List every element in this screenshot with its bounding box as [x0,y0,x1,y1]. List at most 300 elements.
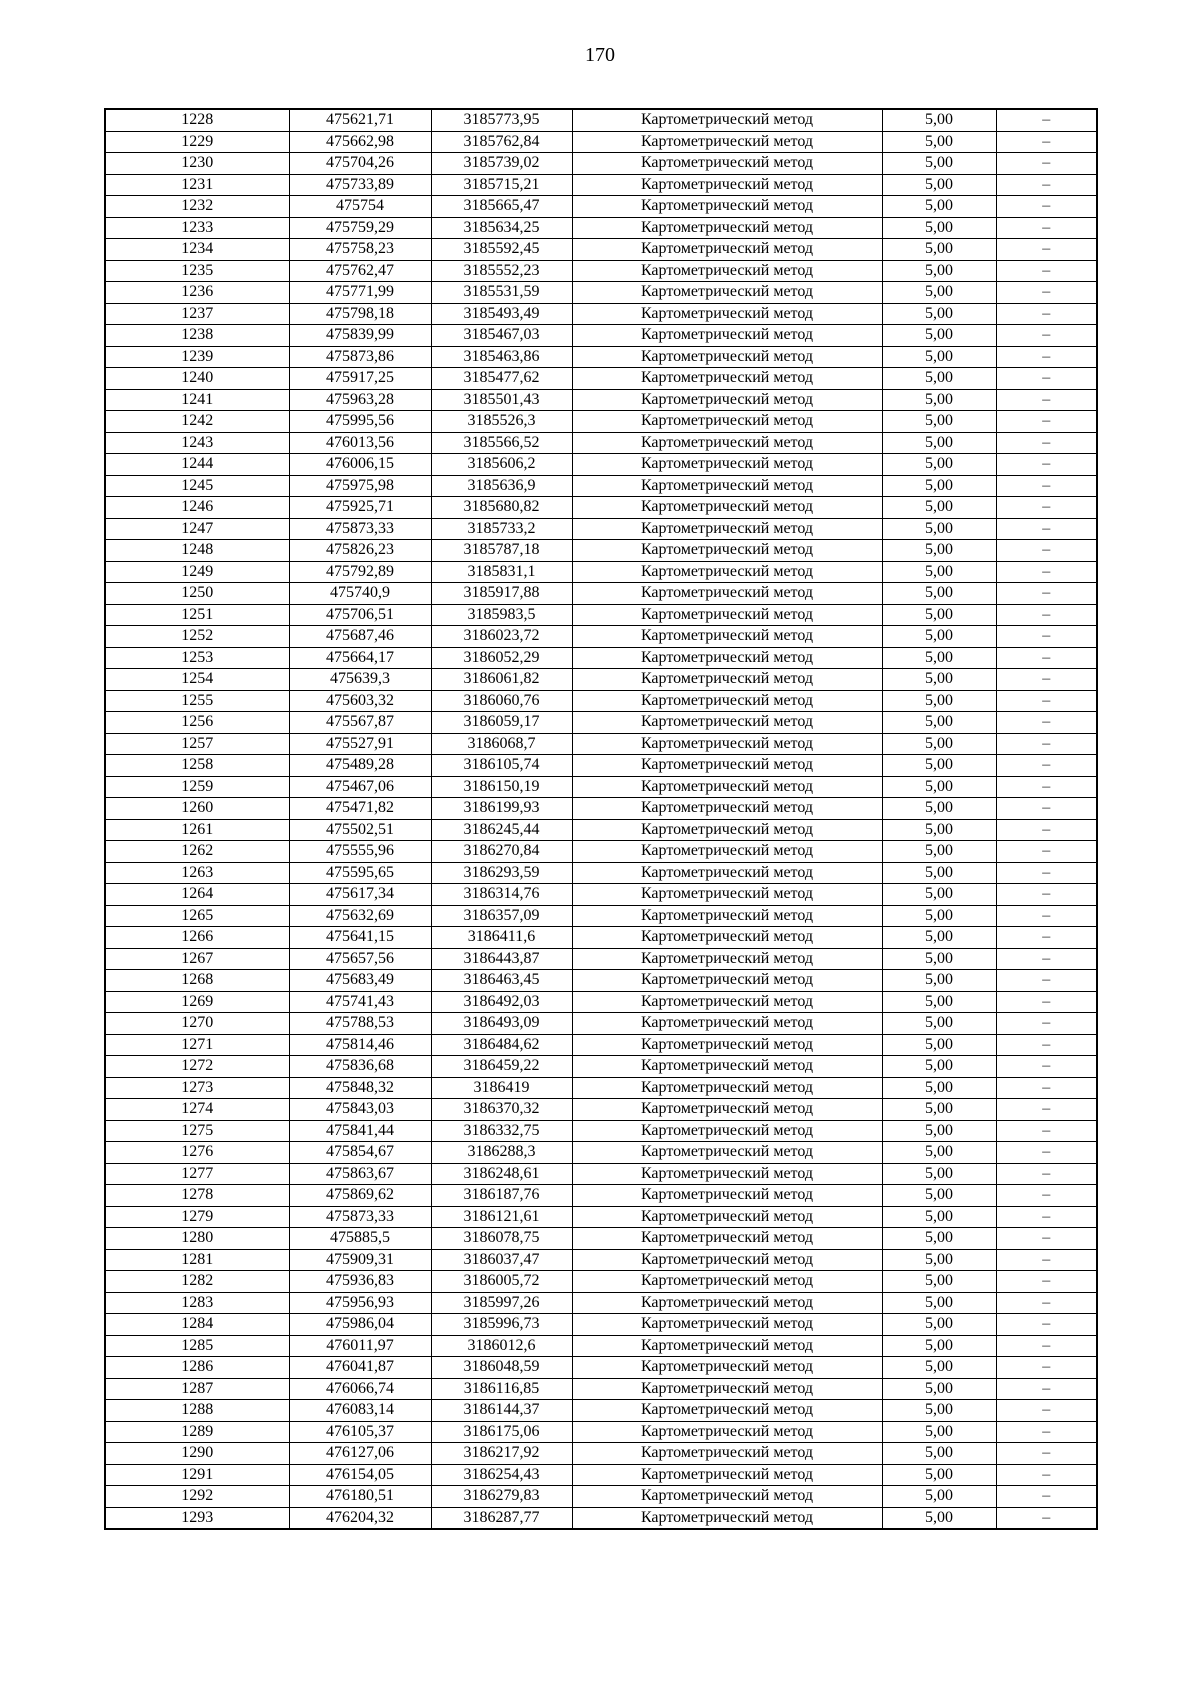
y-coordinate-cell: 3186254,43 [431,1464,572,1486]
method-cell: Картометрический метод [572,690,882,712]
point-number-cell: 1256 [105,712,289,734]
method-cell: Картометрический метод [572,862,882,884]
description-cell: – [996,1421,1097,1443]
point-number-cell: 1279 [105,1206,289,1228]
point-number-cell: 1238 [105,325,289,347]
x-coordinate-cell: 475733,89 [289,174,431,196]
description-cell: – [996,1013,1097,1035]
accuracy-cell: 5,00 [882,1292,996,1314]
point-number-cell: 1288 [105,1400,289,1422]
accuracy-cell: 5,00 [882,389,996,411]
y-coordinate-cell: 3185531,59 [431,282,572,304]
y-coordinate-cell: 3185762,84 [431,131,572,153]
point-number-cell: 1267 [105,948,289,970]
description-cell: – [996,540,1097,562]
description-cell: – [996,1142,1097,1164]
y-coordinate-cell: 3185739,02 [431,153,572,175]
y-coordinate-cell: 3185592,45 [431,239,572,261]
x-coordinate-cell: 475788,53 [289,1013,431,1035]
method-cell: Картометрический метод [572,948,882,970]
table-row [105,540,1097,562]
x-coordinate-cell: 476154,05 [289,1464,431,1486]
method-cell: Картометрический метод [572,432,882,454]
point-number-cell: 1272 [105,1056,289,1078]
point-number-cell: 1237 [105,303,289,325]
table-row [105,970,1097,992]
description-cell: – [996,927,1097,949]
table-row [105,755,1097,777]
method-cell: Картометрический метод [572,583,882,605]
point-number-cell: 1268 [105,970,289,992]
x-coordinate-cell: 475740,9 [289,583,431,605]
point-number-cell: 1247 [105,518,289,540]
accuracy-cell: 5,00 [882,518,996,540]
accuracy-cell: 5,00 [882,368,996,390]
description-cell: – [996,260,1097,282]
description-cell: – [996,841,1097,863]
accuracy-cell: 5,00 [882,454,996,476]
description-cell: – [996,1099,1097,1121]
accuracy-cell: 5,00 [882,970,996,992]
accuracy-cell: 5,00 [882,733,996,755]
x-coordinate-cell: 475527,91 [289,733,431,755]
accuracy-cell: 5,00 [882,1486,996,1508]
x-coordinate-cell: 475687,46 [289,626,431,648]
table-row [105,1249,1097,1271]
y-coordinate-cell: 3185493,49 [431,303,572,325]
description-cell: – [996,346,1097,368]
description-cell: – [996,1206,1097,1228]
table-row [105,1271,1097,1293]
y-coordinate-cell: 3186370,32 [431,1099,572,1121]
method-cell: Картометрический метод [572,1077,882,1099]
y-coordinate-cell: 3185463,86 [431,346,572,368]
x-coordinate-cell: 475841,44 [289,1120,431,1142]
y-coordinate-cell: 3186068,7 [431,733,572,755]
method-cell: Картометрический метод [572,1228,882,1250]
y-coordinate-cell: 3185997,26 [431,1292,572,1314]
description-cell: – [996,153,1097,175]
y-coordinate-cell: 3185467,03 [431,325,572,347]
y-coordinate-cell: 3186288,3 [431,1142,572,1164]
description-cell: – [996,970,1097,992]
table-row [105,1163,1097,1185]
y-coordinate-cell: 3186059,17 [431,712,572,734]
method-cell: Картометрический метод [572,1185,882,1207]
method-cell: Картометрический метод [572,1292,882,1314]
table-row [105,1486,1097,1508]
description-cell: – [996,583,1097,605]
y-coordinate-cell: 3185606,2 [431,454,572,476]
description-cell: – [996,131,1097,153]
y-coordinate-cell: 3186245,44 [431,819,572,841]
method-cell: Картометрический метод [572,1163,882,1185]
point-number-cell: 1266 [105,927,289,949]
x-coordinate-cell: 475641,15 [289,927,431,949]
x-coordinate-cell: 475489,28 [289,755,431,777]
method-cell: Картометрический метод [572,647,882,669]
description-cell: – [996,1400,1097,1422]
page-number: 170 [585,44,615,66]
table-row [105,712,1097,734]
point-number-cell: 1241 [105,389,289,411]
x-coordinate-cell: 475567,87 [289,712,431,734]
accuracy-cell: 5,00 [882,1249,996,1271]
x-coordinate-cell: 475639,3 [289,669,431,691]
table-row [105,196,1097,218]
coordinates-table-body [105,109,1097,1529]
point-number-cell: 1262 [105,841,289,863]
point-number-cell: 1252 [105,626,289,648]
x-coordinate-cell: 475657,56 [289,948,431,970]
method-cell: Картометрический метод [572,217,882,239]
point-number-cell: 1248 [105,540,289,562]
method-cell: Картометрический метод [572,239,882,261]
accuracy-cell: 5,00 [882,884,996,906]
table-row [105,647,1097,669]
method-cell: Картометрический метод [572,1034,882,1056]
method-cell: Картометрический метод [572,669,882,691]
y-coordinate-cell: 3186121,61 [431,1206,572,1228]
accuracy-cell: 5,00 [882,153,996,175]
description-cell: – [996,196,1097,218]
point-number-cell: 1246 [105,497,289,519]
description-cell: – [996,1314,1097,1336]
point-number-cell: 1273 [105,1077,289,1099]
method-cell: Картометрический метод [572,1421,882,1443]
y-coordinate-cell: 3185680,82 [431,497,572,519]
method-cell: Картометрический метод [572,325,882,347]
accuracy-cell: 5,00 [882,712,996,734]
accuracy-cell: 5,00 [882,626,996,648]
accuracy-cell: 5,00 [882,1421,996,1443]
x-coordinate-cell: 475873,33 [289,518,431,540]
table-row [105,389,1097,411]
y-coordinate-cell: 3185634,25 [431,217,572,239]
accuracy-cell: 5,00 [882,196,996,218]
accuracy-cell: 5,00 [882,647,996,669]
method-cell: Картометрический метод [572,733,882,755]
table-row [105,109,1097,131]
accuracy-cell: 5,00 [882,819,996,841]
description-cell: – [996,1163,1097,1185]
accuracy-cell: 5,00 [882,1120,996,1142]
table-row [105,1443,1097,1465]
x-coordinate-cell: 475706,51 [289,604,431,626]
method-cell: Картометрический метод [572,927,882,949]
method-cell: Картометрический метод [572,1206,882,1228]
description-cell: – [996,174,1097,196]
description-cell: – [996,776,1097,798]
y-coordinate-cell: 3186105,74 [431,755,572,777]
table-row [105,432,1097,454]
method-cell: Картометрический метод [572,109,882,131]
method-cell: Картометрический метод [572,411,882,433]
method-cell: Картометрический метод [572,1443,882,1465]
point-number-cell: 1283 [105,1292,289,1314]
accuracy-cell: 5,00 [882,1228,996,1250]
accuracy-cell: 5,00 [882,1077,996,1099]
method-cell: Картометрический метод [572,196,882,218]
description-cell: – [996,862,1097,884]
point-number-cell: 1245 [105,475,289,497]
y-coordinate-cell: 3186287,77 [431,1507,572,1529]
table-row [105,1421,1097,1443]
point-number-cell: 1234 [105,239,289,261]
accuracy-cell: 5,00 [882,217,996,239]
description-cell: – [996,497,1097,519]
x-coordinate-cell: 475792,89 [289,561,431,583]
x-coordinate-cell: 475603,32 [289,690,431,712]
accuracy-cell: 5,00 [882,1507,996,1529]
y-coordinate-cell: 3186484,62 [431,1034,572,1056]
method-cell: Картометрический метод [572,540,882,562]
y-coordinate-cell: 3185715,21 [431,174,572,196]
point-number-cell: 1240 [105,368,289,390]
method-cell: Картометрический метод [572,1099,882,1121]
y-coordinate-cell: 3186459,22 [431,1056,572,1078]
x-coordinate-cell: 475826,23 [289,540,431,562]
description-cell: – [996,1034,1097,1056]
accuracy-cell: 5,00 [882,1056,996,1078]
table-row [105,497,1097,519]
method-cell: Картометрический метод [572,260,882,282]
description-cell: – [996,647,1097,669]
point-number-cell: 1274 [105,1099,289,1121]
table-row [105,819,1097,841]
point-number-cell: 1271 [105,1034,289,1056]
point-number-cell: 1228 [105,109,289,131]
table-row [105,411,1097,433]
table-row [105,1206,1097,1228]
point-number-cell: 1249 [105,561,289,583]
point-number-cell: 1260 [105,798,289,820]
description-cell: – [996,626,1097,648]
method-cell: Картометрический метод [572,1249,882,1271]
x-coordinate-cell: 475621,71 [289,109,431,131]
y-coordinate-cell: 3185983,5 [431,604,572,626]
method-cell: Картометрический метод [572,819,882,841]
table-row [105,1120,1097,1142]
x-coordinate-cell: 476013,56 [289,432,431,454]
y-coordinate-cell: 3186037,47 [431,1249,572,1271]
method-cell: Картометрический метод [572,841,882,863]
accuracy-cell: 5,00 [882,325,996,347]
accuracy-cell: 5,00 [882,411,996,433]
point-number-cell: 1280 [105,1228,289,1250]
accuracy-cell: 5,00 [882,690,996,712]
x-coordinate-cell: 475617,34 [289,884,431,906]
method-cell: Картометрический метод [572,282,882,304]
point-number-cell: 1244 [105,454,289,476]
method-cell: Картометрический метод [572,1314,882,1336]
y-coordinate-cell: 3185831,1 [431,561,572,583]
table-row [105,1464,1097,1486]
point-number-cell: 1236 [105,282,289,304]
table-row [105,1077,1097,1099]
description-cell: – [996,1249,1097,1271]
x-coordinate-cell: 476006,15 [289,454,431,476]
table-row [105,927,1097,949]
table-row [105,217,1097,239]
table-row [105,1335,1097,1357]
description-cell: – [996,819,1097,841]
description-cell: – [996,1507,1097,1529]
accuracy-cell: 5,00 [882,755,996,777]
x-coordinate-cell: 475869,62 [289,1185,431,1207]
x-coordinate-cell: 475555,96 [289,841,431,863]
description-cell: – [996,325,1097,347]
point-number-cell: 1278 [105,1185,289,1207]
y-coordinate-cell: 3186078,75 [431,1228,572,1250]
y-coordinate-cell: 3186492,03 [431,991,572,1013]
x-coordinate-cell: 476105,37 [289,1421,431,1443]
table-row [105,604,1097,626]
point-number-cell: 1282 [105,1271,289,1293]
table-row [105,1507,1097,1529]
accuracy-cell: 5,00 [882,1206,996,1228]
method-cell: Картометрический метод [572,497,882,519]
point-number-cell: 1269 [105,991,289,1013]
table-row [105,905,1097,927]
method-cell: Картометрический метод [572,970,882,992]
table-row [105,841,1097,863]
table-row [105,948,1097,970]
accuracy-cell: 5,00 [882,905,996,927]
description-cell: – [996,1464,1097,1486]
x-coordinate-cell: 475836,68 [289,1056,431,1078]
accuracy-cell: 5,00 [882,1163,996,1185]
point-number-cell: 1230 [105,153,289,175]
method-cell: Картометрический метод [572,626,882,648]
y-coordinate-cell: 3186052,29 [431,647,572,669]
x-coordinate-cell: 475854,67 [289,1142,431,1164]
description-cell: – [996,389,1097,411]
table-row [105,1099,1097,1121]
method-cell: Картометрический метод [572,991,882,1013]
accuracy-cell: 5,00 [882,841,996,863]
x-coordinate-cell: 475771,99 [289,282,431,304]
accuracy-cell: 5,00 [882,1464,996,1486]
point-number-cell: 1289 [105,1421,289,1443]
point-number-cell: 1259 [105,776,289,798]
description-cell: – [996,475,1097,497]
x-coordinate-cell: 475758,23 [289,239,431,261]
accuracy-cell: 5,00 [882,432,996,454]
x-coordinate-cell: 475502,51 [289,819,431,841]
point-number-cell: 1242 [105,411,289,433]
point-number-cell: 1229 [105,131,289,153]
method-cell: Картометрический метод [572,1142,882,1164]
description-cell: – [996,239,1097,261]
description-cell: – [996,948,1097,970]
description-cell: – [996,411,1097,433]
y-coordinate-cell: 3186187,76 [431,1185,572,1207]
accuracy-cell: 5,00 [882,604,996,626]
y-coordinate-cell: 3186293,59 [431,862,572,884]
y-coordinate-cell: 3186270,84 [431,841,572,863]
description-cell: – [996,905,1097,927]
method-cell: Картометрический метод [572,905,882,927]
method-cell: Картометрический метод [572,712,882,734]
method-cell: Картометрический метод [572,454,882,476]
point-number-cell: 1258 [105,755,289,777]
table-row [105,1034,1097,1056]
x-coordinate-cell: 475995,56 [289,411,431,433]
table-row [105,991,1097,1013]
x-coordinate-cell: 475664,17 [289,647,431,669]
table-row [105,1400,1097,1422]
accuracy-cell: 5,00 [882,1034,996,1056]
accuracy-cell: 5,00 [882,174,996,196]
accuracy-cell: 5,00 [882,669,996,691]
point-number-cell: 1281 [105,1249,289,1271]
y-coordinate-cell: 3185665,47 [431,196,572,218]
description-cell: – [996,1228,1097,1250]
y-coordinate-cell: 3186144,37 [431,1400,572,1422]
x-coordinate-cell: 475885,5 [289,1228,431,1250]
description-cell: – [996,1335,1097,1357]
description-cell: – [996,884,1097,906]
accuracy-cell: 5,00 [882,927,996,949]
accuracy-cell: 5,00 [882,109,996,131]
point-number-cell: 1293 [105,1507,289,1529]
x-coordinate-cell: 475963,28 [289,389,431,411]
y-coordinate-cell: 3185787,18 [431,540,572,562]
x-coordinate-cell: 476127,06 [289,1443,431,1465]
point-number-cell: 1257 [105,733,289,755]
y-coordinate-cell: 3185636,9 [431,475,572,497]
description-cell: – [996,432,1097,454]
x-coordinate-cell: 475662,98 [289,131,431,153]
method-cell: Картометрический метод [572,1507,882,1529]
x-coordinate-cell: 475798,18 [289,303,431,325]
method-cell: Картометрический метод [572,368,882,390]
y-coordinate-cell: 3186199,93 [431,798,572,820]
point-number-cell: 1276 [105,1142,289,1164]
point-number-cell: 1251 [105,604,289,626]
table-row [105,303,1097,325]
y-coordinate-cell: 3186023,72 [431,626,572,648]
description-cell: – [996,1378,1097,1400]
point-number-cell: 1290 [105,1443,289,1465]
coordinates-table [104,108,1098,1530]
y-coordinate-cell: 3186463,45 [431,970,572,992]
method-cell: Картометрический метод [572,1464,882,1486]
accuracy-cell: 5,00 [882,497,996,519]
method-cell: Картометрический метод [572,303,882,325]
table-row [105,368,1097,390]
y-coordinate-cell: 3186005,72 [431,1271,572,1293]
y-coordinate-cell: 3186012,6 [431,1335,572,1357]
description-cell: – [996,518,1097,540]
description-cell: – [996,798,1097,820]
description-cell: – [996,1357,1097,1379]
table-row [105,475,1097,497]
description-cell: – [996,669,1097,691]
x-coordinate-cell: 475863,67 [289,1163,431,1185]
accuracy-cell: 5,00 [882,862,996,884]
x-coordinate-cell: 475595,65 [289,862,431,884]
y-coordinate-cell: 3186248,61 [431,1163,572,1185]
accuracy-cell: 5,00 [882,1185,996,1207]
table-row [105,260,1097,282]
accuracy-cell: 5,00 [882,776,996,798]
description-cell: – [996,109,1097,131]
point-number-cell: 1255 [105,690,289,712]
description-cell: – [996,282,1097,304]
table-row [105,669,1097,691]
